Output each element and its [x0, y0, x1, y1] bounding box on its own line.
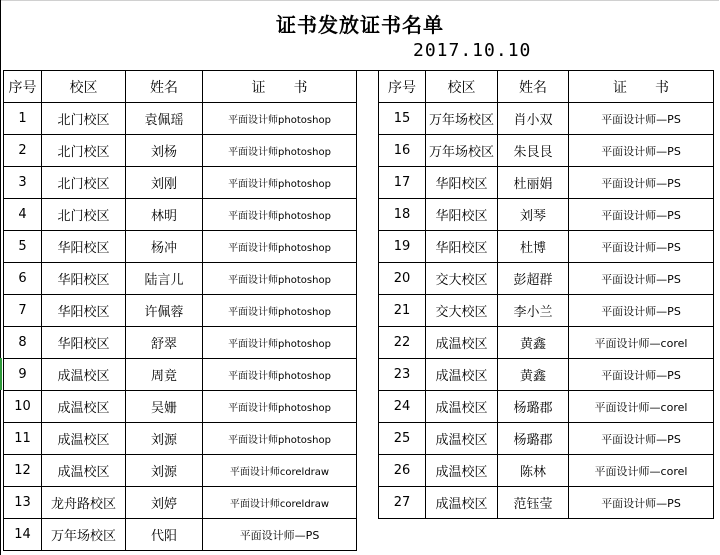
- table-row: [379, 199, 714, 231]
- cell-cert[interactable]: 平面设计师photoshop: [203, 295, 357, 327]
- cell-name[interactable]: 陆言儿: [126, 263, 203, 295]
- cell-campus[interactable]: 成温校区: [42, 423, 126, 455]
- cell-name[interactable]: 彭超群: [498, 263, 569, 295]
- cell-name[interactable]: 黄鑫: [498, 327, 569, 359]
- table-row: [4, 167, 357, 199]
- cell-cert[interactable]: 平面设计师—PS: [569, 135, 714, 167]
- left-table: [3, 70, 357, 551]
- cell-cert[interactable]: 平面设计师photoshop: [203, 199, 357, 231]
- cell-no[interactable]: 5: [4, 231, 42, 263]
- table-row: [379, 263, 714, 295]
- header-campus: 校区: [426, 71, 498, 103]
- cell-no[interactable]: 19: [379, 231, 426, 263]
- cell-name[interactable]: 刘源: [126, 423, 203, 455]
- cell-campus[interactable]: 成温校区: [42, 391, 126, 423]
- cell-cert[interactable]: 平面设计师photoshop: [203, 263, 357, 295]
- cell-name[interactable]: 杨璐郡: [498, 391, 569, 423]
- header-no: 序号: [4, 71, 42, 103]
- cell-campus[interactable]: 华阳校区: [426, 199, 498, 231]
- cell-name[interactable]: 林明: [126, 199, 203, 231]
- cell-cert[interactable]: 平面设计师—PS: [569, 103, 714, 135]
- cell-campus[interactable]: 成温校区: [426, 487, 498, 519]
- cell-no[interactable]: 8: [4, 327, 42, 359]
- cell-no[interactable]: 21: [379, 295, 426, 327]
- cell-no[interactable]: 12: [4, 455, 42, 487]
- cell-cert[interactable]: 平面设计师—PS: [569, 423, 714, 455]
- cell-cert[interactable]: 平面设计师—corel: [569, 391, 714, 423]
- cell-campus[interactable]: 成温校区: [426, 327, 498, 359]
- cell-cert[interactable]: 平面设计师photoshop: [203, 359, 357, 391]
- cell-name[interactable]: 许佩蓉: [126, 295, 203, 327]
- cell-cert[interactable]: 平面设计师—PS: [569, 263, 714, 295]
- cell-cert[interactable]: 平面设计师—PS: [569, 167, 714, 199]
- table-row: [4, 519, 357, 551]
- table-row: [4, 391, 357, 423]
- cell-campus[interactable]: 成温校区: [426, 359, 498, 391]
- cell-campus[interactable]: 华阳校区: [42, 231, 126, 263]
- cell-no[interactable]: 9: [4, 359, 42, 391]
- cell-campus[interactable]: 华阳校区: [426, 167, 498, 199]
- cell-no[interactable]: 20: [379, 263, 426, 295]
- cell-no[interactable]: 24: [379, 391, 426, 423]
- cell-cert[interactable]: 平面设计师—PS: [569, 295, 714, 327]
- cell-name[interactable]: 杜丽娟: [498, 167, 569, 199]
- cell-cert[interactable]: 平面设计师—PS: [569, 359, 714, 391]
- cell-cert[interactable]: 平面设计师—PS: [569, 231, 714, 263]
- left-header-row: [4, 71, 357, 103]
- cell-name[interactable]: 黄鑫: [498, 359, 569, 391]
- cell-campus[interactable]: 北门校区: [42, 167, 126, 199]
- cell-cert[interactable]: 平面设计师photoshop: [203, 103, 357, 135]
- cell-cert[interactable]: 平面设计师—corel: [569, 327, 714, 359]
- table-row: [379, 103, 714, 135]
- right-header-row: [379, 71, 714, 103]
- cell-cert[interactable]: 平面设计师—PS: [569, 199, 714, 231]
- cell-cert[interactable]: 平面设计师photoshop: [203, 167, 357, 199]
- table-row: [379, 327, 714, 359]
- table-row: [4, 263, 357, 295]
- cell-no[interactable]: 15: [379, 103, 426, 135]
- cell-no[interactable]: 22: [379, 327, 426, 359]
- cell-name[interactable]: 杜博: [498, 231, 569, 263]
- cell-no[interactable]: 6: [4, 263, 42, 295]
- cell-name[interactable]: 李小兰: [498, 295, 569, 327]
- cell-campus[interactable]: 龙舟路校区: [42, 487, 126, 519]
- cell-campus[interactable]: 成温校区: [426, 455, 498, 487]
- table-row: [379, 423, 714, 455]
- cell-name[interactable]: 舒翠: [126, 327, 203, 359]
- cell-cert[interactable]: 平面设计师photoshop: [203, 327, 357, 359]
- left-border: [0, 0, 1, 555]
- cell-name[interactable]: 刘琴: [498, 199, 569, 231]
- cell-campus[interactable]: 华阳校区: [426, 231, 498, 263]
- table-row: [4, 103, 357, 135]
- cell-name[interactable]: 吴姗: [126, 391, 203, 423]
- cell-campus[interactable]: 成温校区: [426, 423, 498, 455]
- table-row: [4, 423, 357, 455]
- cell-no[interactable]: 27: [379, 487, 426, 519]
- table-row: [4, 455, 357, 487]
- cell-no[interactable]: 1: [4, 103, 42, 135]
- cell-no[interactable]: 17: [379, 167, 426, 199]
- cell-campus[interactable]: 华阳校区: [42, 327, 126, 359]
- header-cert: 证 书: [203, 71, 357, 103]
- cell-no[interactable]: 3: [4, 167, 42, 199]
- cell-cert[interactable]: 平面设计师photoshop: [203, 423, 357, 455]
- cell-no[interactable]: 14: [4, 519, 42, 551]
- cell-no[interactable]: 16: [379, 135, 426, 167]
- header-name: 姓名: [126, 71, 203, 103]
- cell-campus[interactable]: 交大校区: [426, 295, 498, 327]
- cell-campus[interactable]: 华阳校区: [42, 263, 126, 295]
- cell-cert[interactable]: 平面设计师—corel: [569, 455, 714, 487]
- cell-name[interactable]: 杨璐郡: [498, 423, 569, 455]
- table-row: [379, 359, 714, 391]
- cell-name[interactable]: 刘杨: [126, 135, 203, 167]
- cell-no[interactable]: 18: [379, 199, 426, 231]
- table-row: [4, 135, 357, 167]
- header-cert: 证 书: [569, 71, 714, 103]
- header-name: 姓名: [498, 71, 569, 103]
- cell-name[interactable]: 刘源: [126, 455, 203, 487]
- cell-cert[interactable]: 平面设计师photoshop: [203, 231, 357, 263]
- header-campus: 校区: [42, 71, 126, 103]
- cell-cert[interactable]: 平面设计师coreldraw: [203, 455, 357, 487]
- cell-campus[interactable]: 华阳校区: [42, 295, 126, 327]
- page-title: 证书发放证书名单: [276, 13, 444, 37]
- cell-cert[interactable]: 平面设计师—PS: [203, 519, 357, 551]
- table-row: [4, 359, 357, 391]
- cell-no[interactable]: 26: [379, 455, 426, 487]
- cell-name[interactable]: 范钰莹: [498, 487, 569, 519]
- cell-name[interactable]: 袁佩瑶: [126, 103, 203, 135]
- cell-name[interactable]: 周竟: [126, 359, 203, 391]
- cell-name[interactable]: 肖小双: [498, 103, 569, 135]
- table-row: [4, 327, 357, 359]
- table-gap: [356, 70, 378, 519]
- row-selection-marker: [0, 358, 2, 390]
- cell-campus[interactable]: 万年场校区: [42, 519, 126, 551]
- cell-cert[interactable]: 平面设计师—PS: [569, 487, 714, 519]
- cell-name[interactable]: 陈林: [498, 455, 569, 487]
- table-row: [379, 231, 714, 263]
- table-row: [379, 135, 714, 167]
- cell-name[interactable]: 代阳: [126, 519, 203, 551]
- table-row: [4, 199, 357, 231]
- cell-name[interactable]: 朱艮艮: [498, 135, 569, 167]
- header-no: 序号: [379, 71, 426, 103]
- cell-campus[interactable]: 成温校区: [42, 455, 126, 487]
- cell-campus[interactable]: 交大校区: [426, 263, 498, 295]
- cell-no[interactable]: 7: [4, 295, 42, 327]
- cell-campus[interactable]: 北门校区: [42, 199, 126, 231]
- table-row: [4, 487, 357, 519]
- table-row: [379, 167, 714, 199]
- table-row: [379, 487, 714, 519]
- cell-no[interactable]: 11: [4, 423, 42, 455]
- cell-cert[interactable]: 平面设计师photoshop: [203, 135, 357, 167]
- cell-campus[interactable]: 成温校区: [426, 391, 498, 423]
- table-row: [379, 455, 714, 487]
- cell-cert[interactable]: 平面设计师coreldraw: [203, 487, 357, 519]
- cell-no[interactable]: 25: [379, 423, 426, 455]
- table-row: [379, 295, 714, 327]
- top-border: [0, 0, 719, 1]
- cell-no[interactable]: 23: [379, 359, 426, 391]
- cell-campus[interactable]: 万年场校区: [426, 103, 498, 135]
- cell-no[interactable]: 4: [4, 199, 42, 231]
- cell-no[interactable]: 13: [4, 487, 42, 519]
- table-row: [4, 231, 357, 263]
- cell-campus[interactable]: 北门校区: [42, 135, 126, 167]
- cell-campus[interactable]: 万年场校区: [426, 135, 498, 167]
- cell-campus[interactable]: 北门校区: [42, 103, 126, 135]
- table-row: [379, 391, 714, 423]
- cell-no[interactable]: 2: [4, 135, 42, 167]
- cell-name[interactable]: 刘刚: [126, 167, 203, 199]
- cell-no[interactable]: 10: [4, 391, 42, 423]
- cell-cert[interactable]: 平面设计师photoshop: [203, 391, 357, 423]
- right-table: [378, 70, 714, 519]
- table-row: [4, 295, 357, 327]
- cell-name[interactable]: 刘婷: [126, 487, 203, 519]
- cell-campus[interactable]: 成温校区: [42, 359, 126, 391]
- issue-date: 2017.10.10: [413, 40, 532, 61]
- cell-name[interactable]: 杨冲: [126, 231, 203, 263]
